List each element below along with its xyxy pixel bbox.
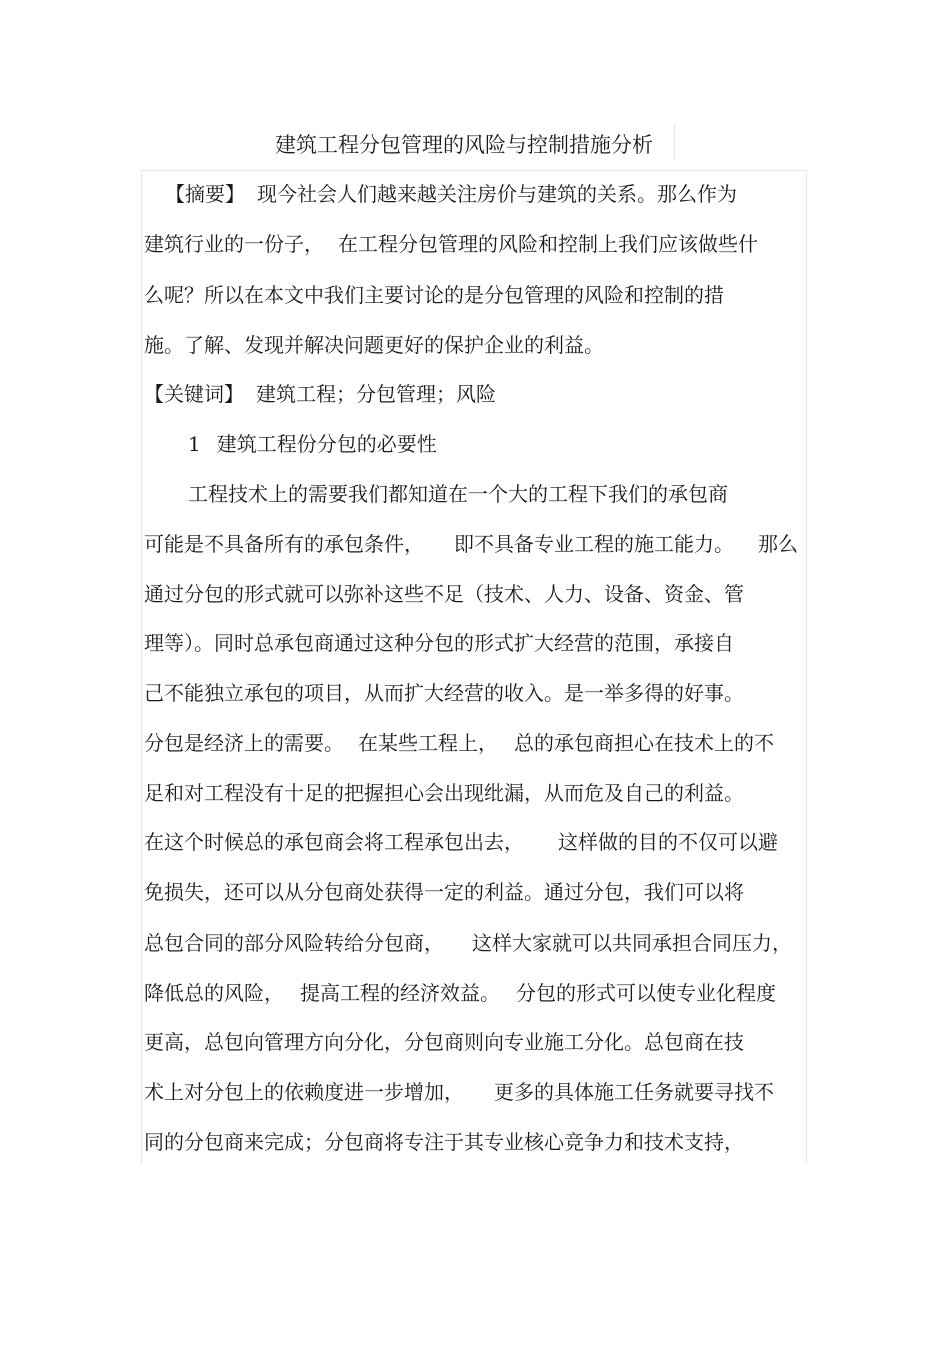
frame-left-line: [141, 172, 142, 1164]
title-right-tick: [674, 124, 675, 160]
section-number: 1: [188, 432, 201, 456]
keywords-line: [144, 381, 496, 407]
keywords-text: 建筑工程；分包管理；风险: [256, 382, 496, 406]
abstract-line-2: 建筑行业的一份子， 在工程分包管理的风险和控制上我们应该做些什: [144, 232, 758, 256]
keywords-label: 【关键词】: [144, 382, 244, 406]
abstract-line-4: 施。了解、发现并解决问题更好的保护企业的利益。: [144, 333, 604, 357]
body-line-12: 更高，总包向管理方向分化，分包商则向专业施工分化。总包商在技: [144, 1030, 744, 1054]
document-title: 建筑工程分包管理的风险与控制措施分析: [275, 133, 653, 157]
body-line-8: 在这个时候总的承包商会将工程承包出去， 这样做的目的不仅可以避: [144, 830, 778, 854]
abstract-text: 现今社会人们越来越关注房价与建筑的关系。那么作为: [257, 182, 737, 206]
body-line-9: 免损失，还可以从分包商处获得一定的利益。通过分包，我们可以将: [144, 880, 744, 904]
body-line-13: 术上对分包上的依赖度进一步增加， 更多的具体施工任务就要寻找不: [144, 1080, 774, 1104]
body-line-3: 通过分包的形式就可以弥补这些不足（技术、人力、设备、资金、管: [144, 582, 744, 606]
frame-right-line: [806, 172, 807, 1164]
body-line-14: 同的分包商来完成；分包商将专注于其专业核心竞争力和技术支持，: [144, 1130, 744, 1154]
body-line-4: 理等）。同时总承包商通过这种分包的形式扩大经营的范围，承接自: [144, 631, 734, 655]
body-line-11: 降低总的风险， 提高工程的经济效益。 分包的形式可以使专业化程度: [144, 981, 776, 1005]
section-title: 建筑工程份分包的必要性: [216, 432, 437, 456]
body-line-5: 己不能独立承包的项目，从而扩大经营的收入。是一举多得的好事。: [144, 681, 744, 705]
body-line-6: 分包是经济上的需要。 在某些工程上， 总的承包商担心在技术上的不: [144, 731, 774, 755]
body-line-10: 总包合同的部分风险转给分包商， 这样大家就可以共同承担合同压力，: [144, 931, 792, 955]
abstract-line-3: 么呢？所以在本文中我们主要讨论的是分包管理的风险和控制的措: [144, 283, 724, 307]
abstract-label: 【摘要】: [165, 182, 245, 206]
body-line-1: 工程技术上的需要我们都知道在一个大的工程下我们的承包商: [188, 482, 728, 506]
abstract-line-1: [165, 181, 737, 207]
section-heading: [188, 431, 437, 457]
frame-top-line: [141, 170, 807, 171]
body-line-7: 足和对工程没有十足的把握担心会出现纰漏，从而危及自己的利益。: [144, 781, 744, 805]
body-line-2: 可能是不具备所有的承包条件， 即不具备专业工程的施工能力。 那么: [144, 532, 798, 556]
